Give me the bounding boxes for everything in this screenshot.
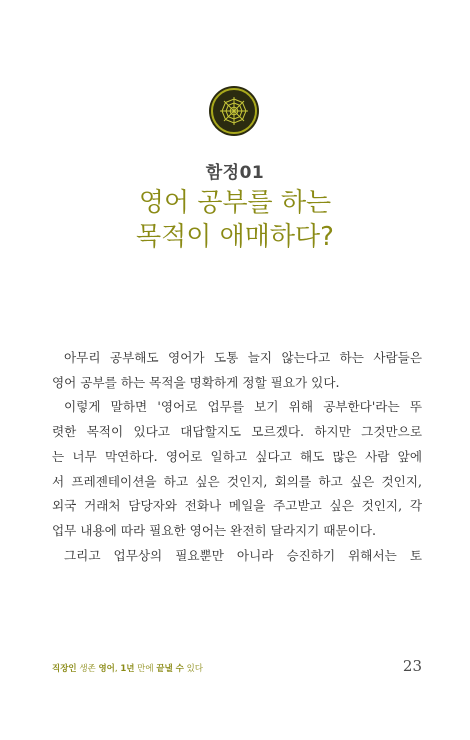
chapter-title xyxy=(0,186,470,254)
body-line: 서 프레젠테이션을 하고 싶은 것인지, 회의를 하고 싶은 것인지, xyxy=(52,473,422,489)
footer-part: 있다 xyxy=(183,664,203,674)
running-footer xyxy=(52,662,203,674)
spiderweb-icon xyxy=(208,85,260,137)
body-line: 는 너무 막연하다. 영어로 일하고 싶다고 해도 많은 사람 앞에 xyxy=(52,448,422,464)
footer-part: , xyxy=(114,664,121,674)
footer-part: 영어 xyxy=(98,664,115,674)
footer-part: 끝낼 수 xyxy=(156,664,184,674)
footer-part: 1년 xyxy=(120,664,135,674)
footer-part: 생존 xyxy=(76,664,99,674)
footer-part: 만에 xyxy=(134,664,157,674)
body-line: 업무 내용에 따라 필요한 영어는 완전히 달라지기 때문이다. xyxy=(52,522,376,538)
body-line: 아무리 공부해도 영어가 도통 늘지 않는다고 하는 사람들은 xyxy=(64,350,422,365)
chapter-label: 함정01 xyxy=(205,163,265,183)
body-line: 이렇게 말하면 '영어로 업무를 보기 위해 공부한다'라는 뚜 xyxy=(64,399,422,415)
body-text xyxy=(52,346,422,568)
chapter-title-line-2: 목적이 애매하다? xyxy=(136,222,334,252)
body-line: 영어 공부를 하는 목적을 명확하게 정할 필요가 있다. xyxy=(52,374,340,390)
body-line: 렷한 목적이 있다고 대답할지도 모르겠다. 하지만 그것만으로 xyxy=(52,424,422,440)
page-number: 23 xyxy=(402,657,422,675)
footer-part: 직장인 xyxy=(52,664,77,674)
body-line: 그리고 업무상의 필요뿐만 아니라 승진하기 위해서는 토 xyxy=(64,547,422,563)
chapter-title-line-1: 영어 공부를 하는 xyxy=(138,188,332,218)
body-line: 외국 거래처 담당자와 전화나 메일을 주고받고 싶은 것인지, 각 xyxy=(52,498,422,514)
